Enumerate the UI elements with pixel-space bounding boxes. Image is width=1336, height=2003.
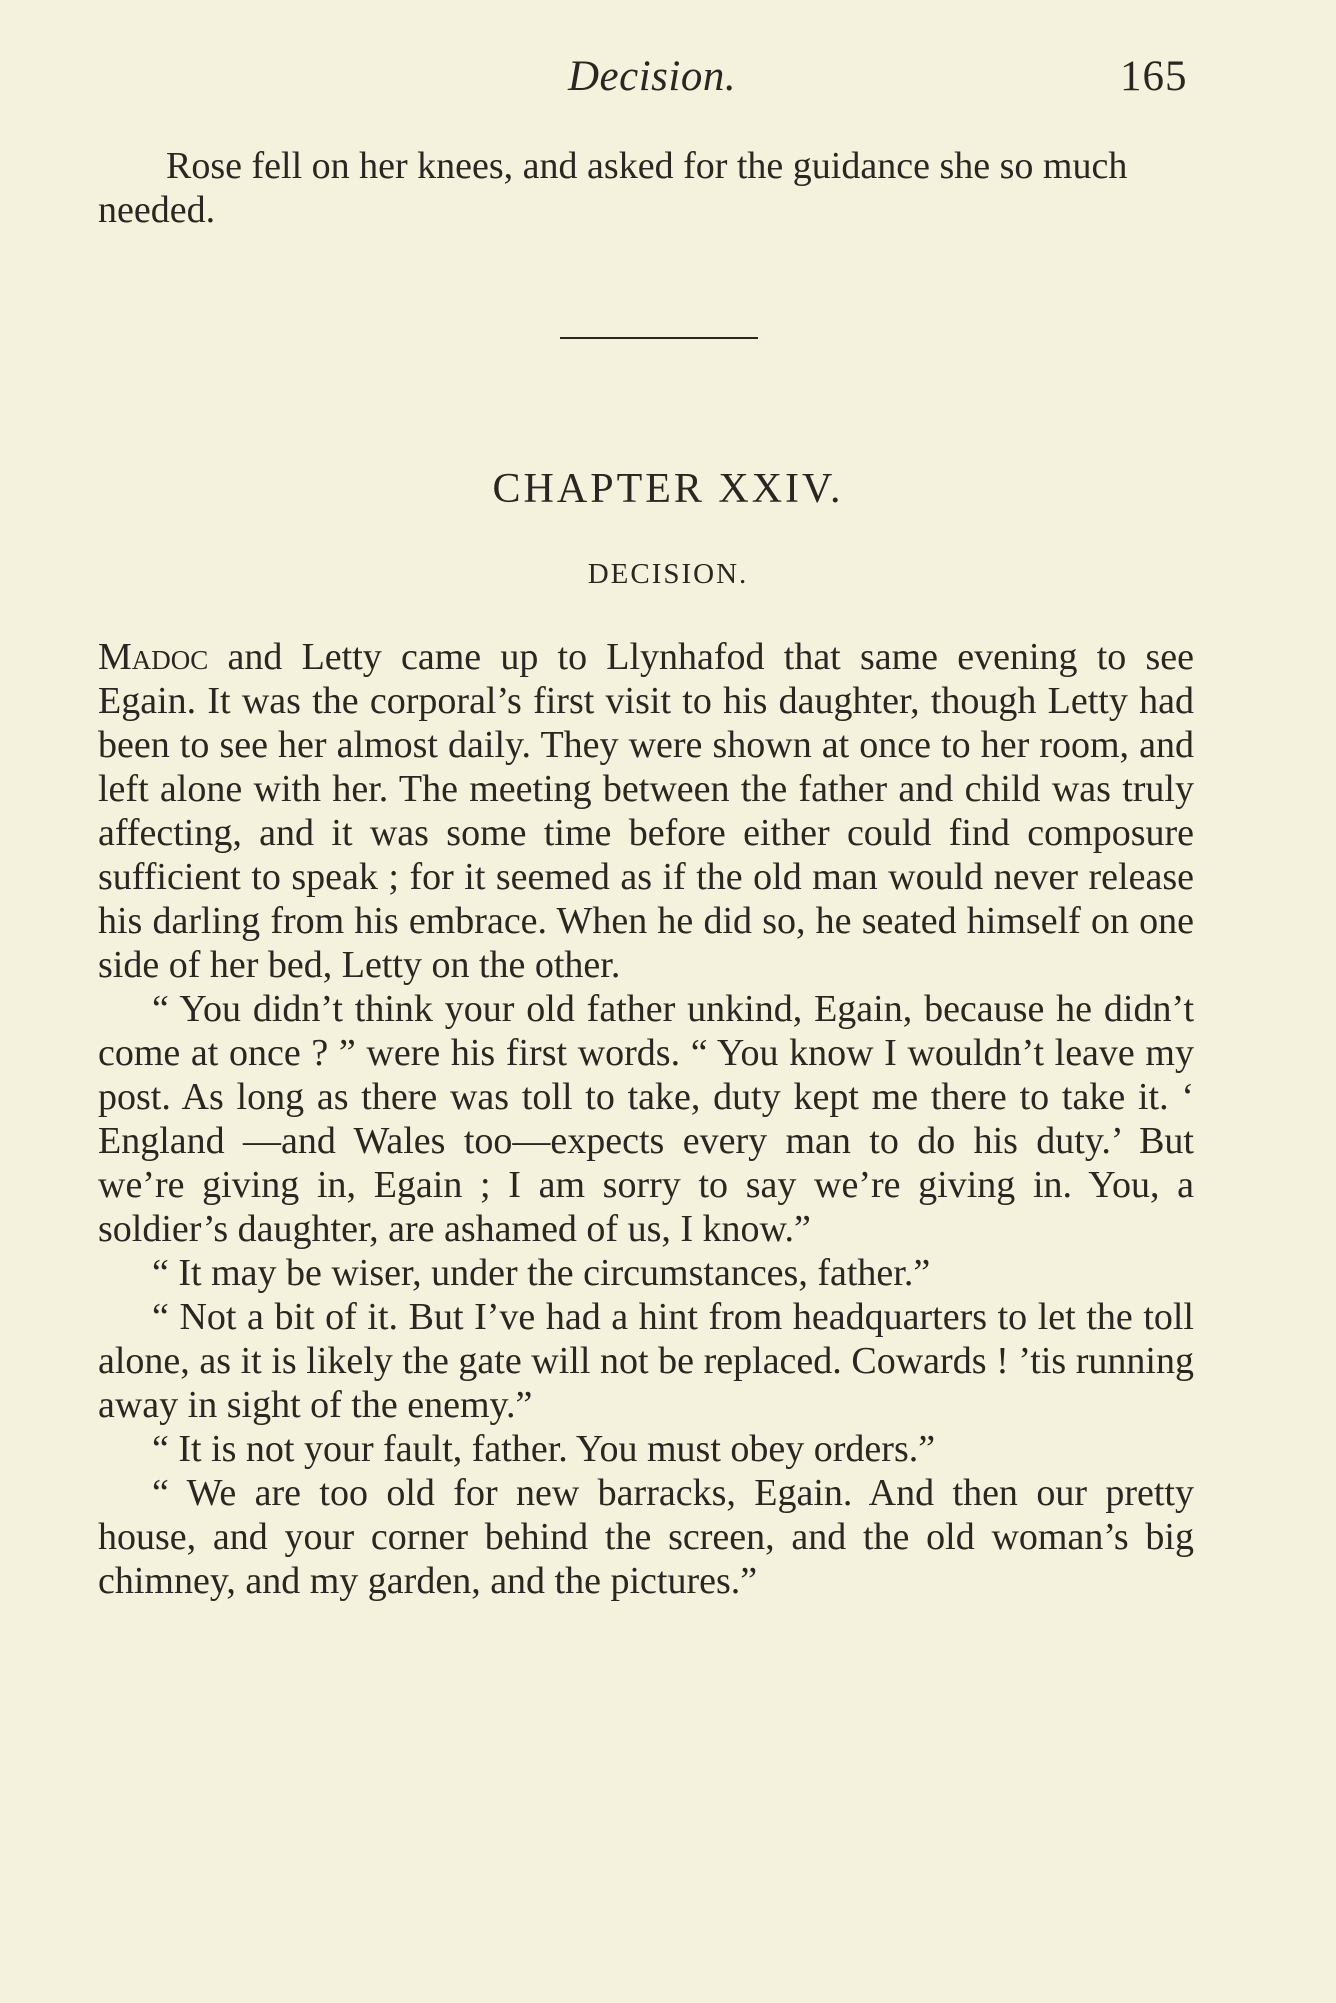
running-header [0,52,1336,112]
paragraph-text: and Letty came up to Llynhafod that same evening to see Egain. It was the corporal’s first visit to his daughter, though Letty had been to see her almost daily. They were shown at once to her room, and left alone with her. The meeting between the father and child was truly affecting, and it was some time before either could find composure sufficient to speak ; for it seemed as if the old man would never release his darling from his embrace. When he did so, he seated himself on one side of her bed, Letty on the other. [98,636,1194,986]
chapter-title: CHAPTER XXIV. [492,466,844,512]
paragraph: “ It may be wiser, under the circumstances, father.” [152,1252,931,1294]
page-number: 165 [1120,53,1188,100]
section-divider [560,337,758,339]
chapter-body [98,635,1194,1603]
paragraph: “ You didn’t think your old father unkind, Egain, because he didn’t come at once ? ” were his first words. “ You know I wouldn’t leave my post. As long as there was toll to take, duty kept me there to take it. ‘ England —and Wales too—expects every man to do his duty.’ But we’re giving in, Egain ; I am sorry to say we’re giving in. You, a soldier’s daughter, are ashamed of us, I know.” [98,988,1194,1250]
paragraph: “ We are too old for new barracks, Egain. And then our pretty house, and your corner behind the screen, and the old woman’s big chimney, and my garden, and the pictures.” [98,1472,1194,1602]
paragraph: “ It is not your fault, father. You must obey orders.” [152,1428,936,1470]
chapter-subtitle: DECISION. [587,558,749,590]
paragraph: Rose fell on her knees, and asked for the guidance she so much needed. [98,145,1128,231]
paragraph [98,635,1194,987]
running-title: Decision. [568,53,737,100]
paragraph: “ Not a bit of it. But I’ve had a hint from headquarters to let the toll alone, as it is likely the gate will not be replaced. Cowards ! ’tis running away in sight of the enemy.” [98,1296,1194,1426]
opening-word: Madoc [98,636,209,678]
previous-chapter-ending [98,144,1194,232]
